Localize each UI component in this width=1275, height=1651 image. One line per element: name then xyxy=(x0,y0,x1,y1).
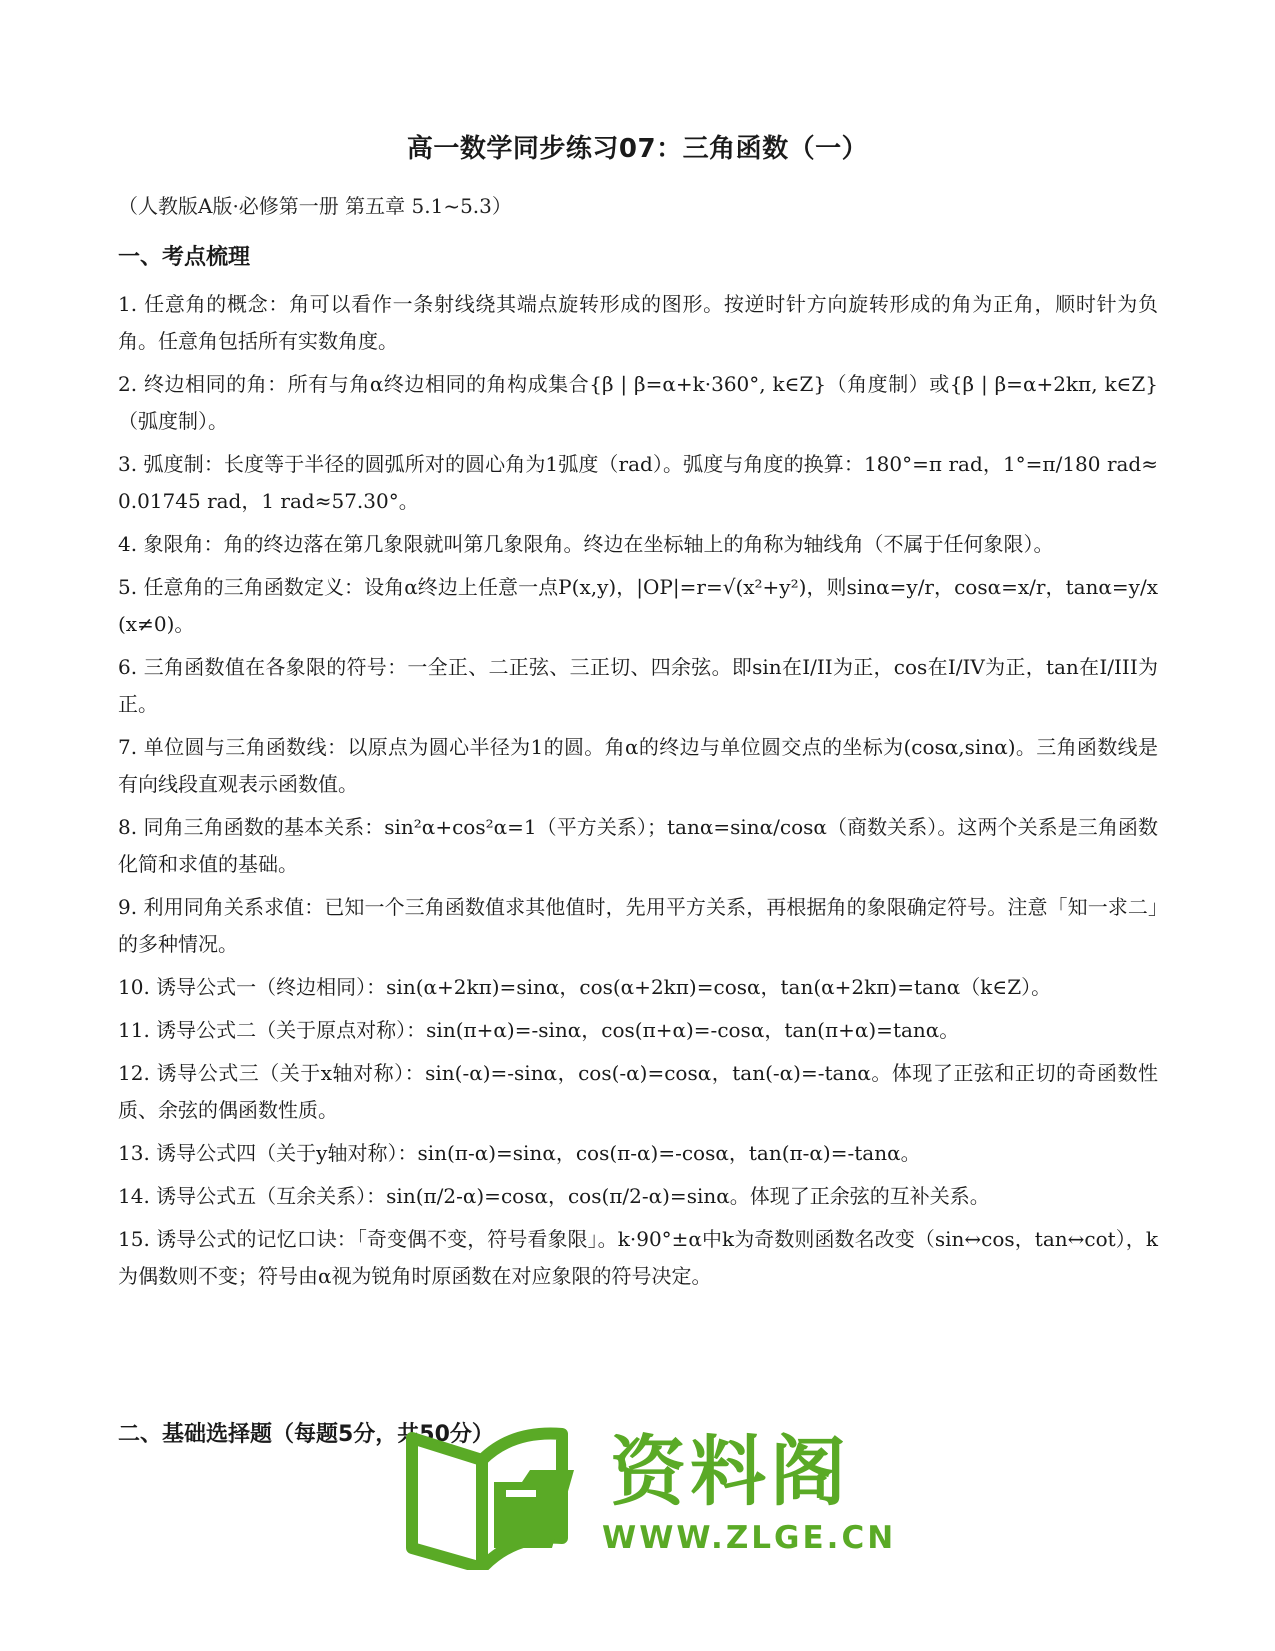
key-point-item: 9. 利用同角关系求值：已知一个三角函数值求其他值时，先用平方关系，再根据角的象限确定符号。注意「知一求二」的多种情况。 xyxy=(118,895,1158,956)
key-point-item: 4. 象限角：角的终边落在第几象限就叫第几象限角。终边在坐标轴上的角称为轴线角（不属于任何象限）。 xyxy=(118,532,1054,556)
key-point-item: 5. 任意角的三角函数定义：设角α终边上任意一点P(x,y)，|OP|=r=√(x²+y²)，则sinα=y/r，cosα=x/r，tanα=y/x(x≠0)。 xyxy=(118,575,1158,636)
key-point-item: 6. 三角函数值在各象限的符号：一全正、二正弦、三正切、四余弦。即sin在I/II为正，cos在I/IV为正，tan在I/III为正。 xyxy=(118,655,1158,716)
key-point-item: 7. 单位圆与三角函数线：以原点为圆心半径为1的圆。角α的终边与单位圆交点的坐标为(cosα,sinα)。三角函数线是有向线段直观表示函数值。 xyxy=(118,735,1158,796)
key-point-item: 8. 同角三角函数的基本关系：sin²α+cos²α=1（平方关系）；tanα=sinα/cosα（商数关系）。这两个关系是三角函数化简和求值的基础。 xyxy=(118,815,1158,876)
page-title: 高一数学同步练习07：三角函数（一） xyxy=(406,134,869,164)
section-heading-basic-choice: 二、基础选择题（每题5分，共50分） xyxy=(118,1422,494,1447)
key-point-item: 15. 诱导公式的记忆口诀：「奇变偶不变，符号看象限」。k·90°±α中k为奇数则函数名改变（sin↔cos，tan↔cot），k为偶数则不变；符号由α视为锐角时原函数在对应象限的符号决定。 xyxy=(118,1227,1158,1288)
key-point-item: 12. 诱导公式三（关于x轴对称）：sin(-α)=-sinα，cos(-α)=cosα，tan(-α)=-tanα。体现了正弦和正切的奇函数性质、余弦的偶函数性质。 xyxy=(118,1061,1158,1122)
key-point-item: 13. 诱导公式四（关于y轴对称）：sin(π-α)=sinα，cos(π-α)=-cosα，tan(π-α)=-tanα。 xyxy=(118,1141,921,1165)
key-points-list xyxy=(118,286,1158,1301)
watermark-url: WWW.ZLGE.CN xyxy=(602,1520,897,1556)
section-heading-key-points: 一、考点梳理 xyxy=(118,245,251,270)
book-logo-icon xyxy=(402,1420,582,1570)
watermark-name: 资料阁 xyxy=(610,1427,850,1516)
key-point-item: 14. 诱导公式五（互余关系）：sin(π/2-α)=cosα，cos(π/2-α)=sinα。体现了正余弦的互补关系。 xyxy=(118,1184,990,1208)
key-point-item: 2. 终边相同的角：所有与角α终边相同的角构成集合{β | β=α+k·360°, k∈Z}（角度制）或{β | β=α+2kπ, k∈Z}（弧度制）。 xyxy=(118,372,1158,433)
key-point-item: 10. 诱导公式一（终边相同）：sin(α+2kπ)=sinα，cos(α+2kπ)=cosα，tan(α+2kπ)=tanα（k∈Z）。 xyxy=(118,975,1052,999)
page-subtitle: （人教版A版·必修第一册 第五章 5.1~5.3） xyxy=(118,194,512,218)
key-point-item: 3. 弧度制：长度等于半径的圆弧所对的圆心角为1弧度（rad）。弧度与角度的换算：180°=π rad，1°=π/180 rad≈0.01745 rad，1 rad≈57.30°。 xyxy=(118,452,1158,513)
watermark-logo xyxy=(402,1420,897,1570)
key-point-item: 1. 任意角的概念：角可以看作一条射线绕其端点旋转形成的图形。按逆时针方向旋转形成的角为正角，顺时针为负角。任意角包括所有实数角度。 xyxy=(118,292,1158,353)
key-point-item: 11. 诱导公式二（关于原点对称）：sin(π+α)=-sinα，cos(π+α)=-cosα，tan(π+α)=tanα。 xyxy=(118,1018,960,1042)
